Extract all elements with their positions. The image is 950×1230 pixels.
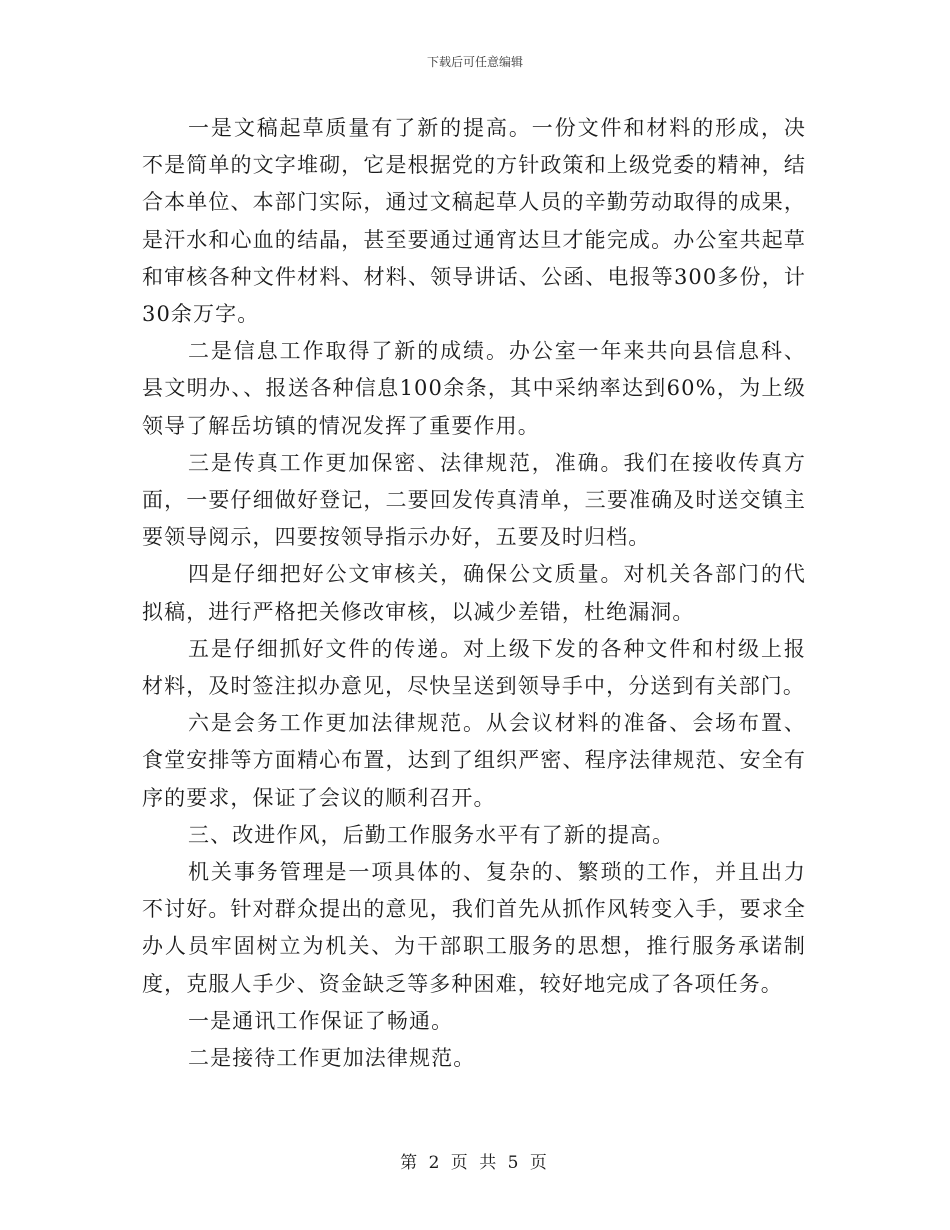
paragraph: 一是文稿起草质量有了新的提高。一份文件和材料的形成，决不是简单的文字堆砌，它是根据党的方针政策和上级党委的精神，结合本单位、本部门实际，通过文稿起草人员的辛勤劳动取得的成果，是汗水和心血的结晶，甚至要通过通宵达旦才能完成。办公室共起草和审核各种文件材料、材料、领导讲话、公函、电报等300多份，计30余万字。 xyxy=(142,116,806,327)
paragraph: 二是接待工作更加法律规范。 xyxy=(188,1046,476,1071)
page-header-note: 下载后可任意编辑 xyxy=(426,55,523,69)
paragraph: 六是会务工作更加法律规范。从会议材料的准备、会场布置、食堂安排等方面精心布置，达到了组织严密、程序法律规范、安全有序的要求，保证了会议的顺利召开。 xyxy=(142,711,806,810)
paragraph: 四是仔细把好公文审核关，确保公文质量。对机关各部门的代拟稿，进行严格把关修改审核，以减少差错，杜绝漏洞。 xyxy=(142,562,806,624)
paragraph: 一是通讯工作保证了畅通。 xyxy=(188,1008,454,1033)
paragraph: 三是传真工作更加保密、法律规范，准确。我们在接收传真方面，一要仔细做好登记，二要回发传真清单，三要准确及时送交镇主要领导阅示，四要按领导指示办好，五要及时归档。 xyxy=(142,450,806,550)
page-number-footer: 第 2 页 共 5 页 xyxy=(400,1153,550,1173)
paragraph: 五是仔细抓好文件的传递。对上级下发的各种文件和村级上报材料，及时签注拟办意见，尽快呈送到领导手中，分送到有关部门。 xyxy=(142,636,806,699)
section-heading: 三、改进作风，后勤工作服务水平有了新的提高。 xyxy=(188,822,675,847)
paragraph: 二是信息工作取得了新的成绩。办公室一年来共向县信息科、县文明办、、报送各种信息100余条，其中采纳率达到60%，为上级领导了解岳坊镇的情况发挥了重要作用。 xyxy=(142,339,806,438)
paragraph: 机关事务管理是一项具体的、复杂的、繁琐的工作，并且出力不讨好。针对群众提出的意见，我们首先从抓作风转变入手，要求全办人员牢固树立为机关、为干部职工服务的思想，推行服务承诺制度，克服人手少、资金缺乏等多种困难，较好地完成了各项任务。 xyxy=(142,860,806,996)
document-body xyxy=(142,110,806,1077)
